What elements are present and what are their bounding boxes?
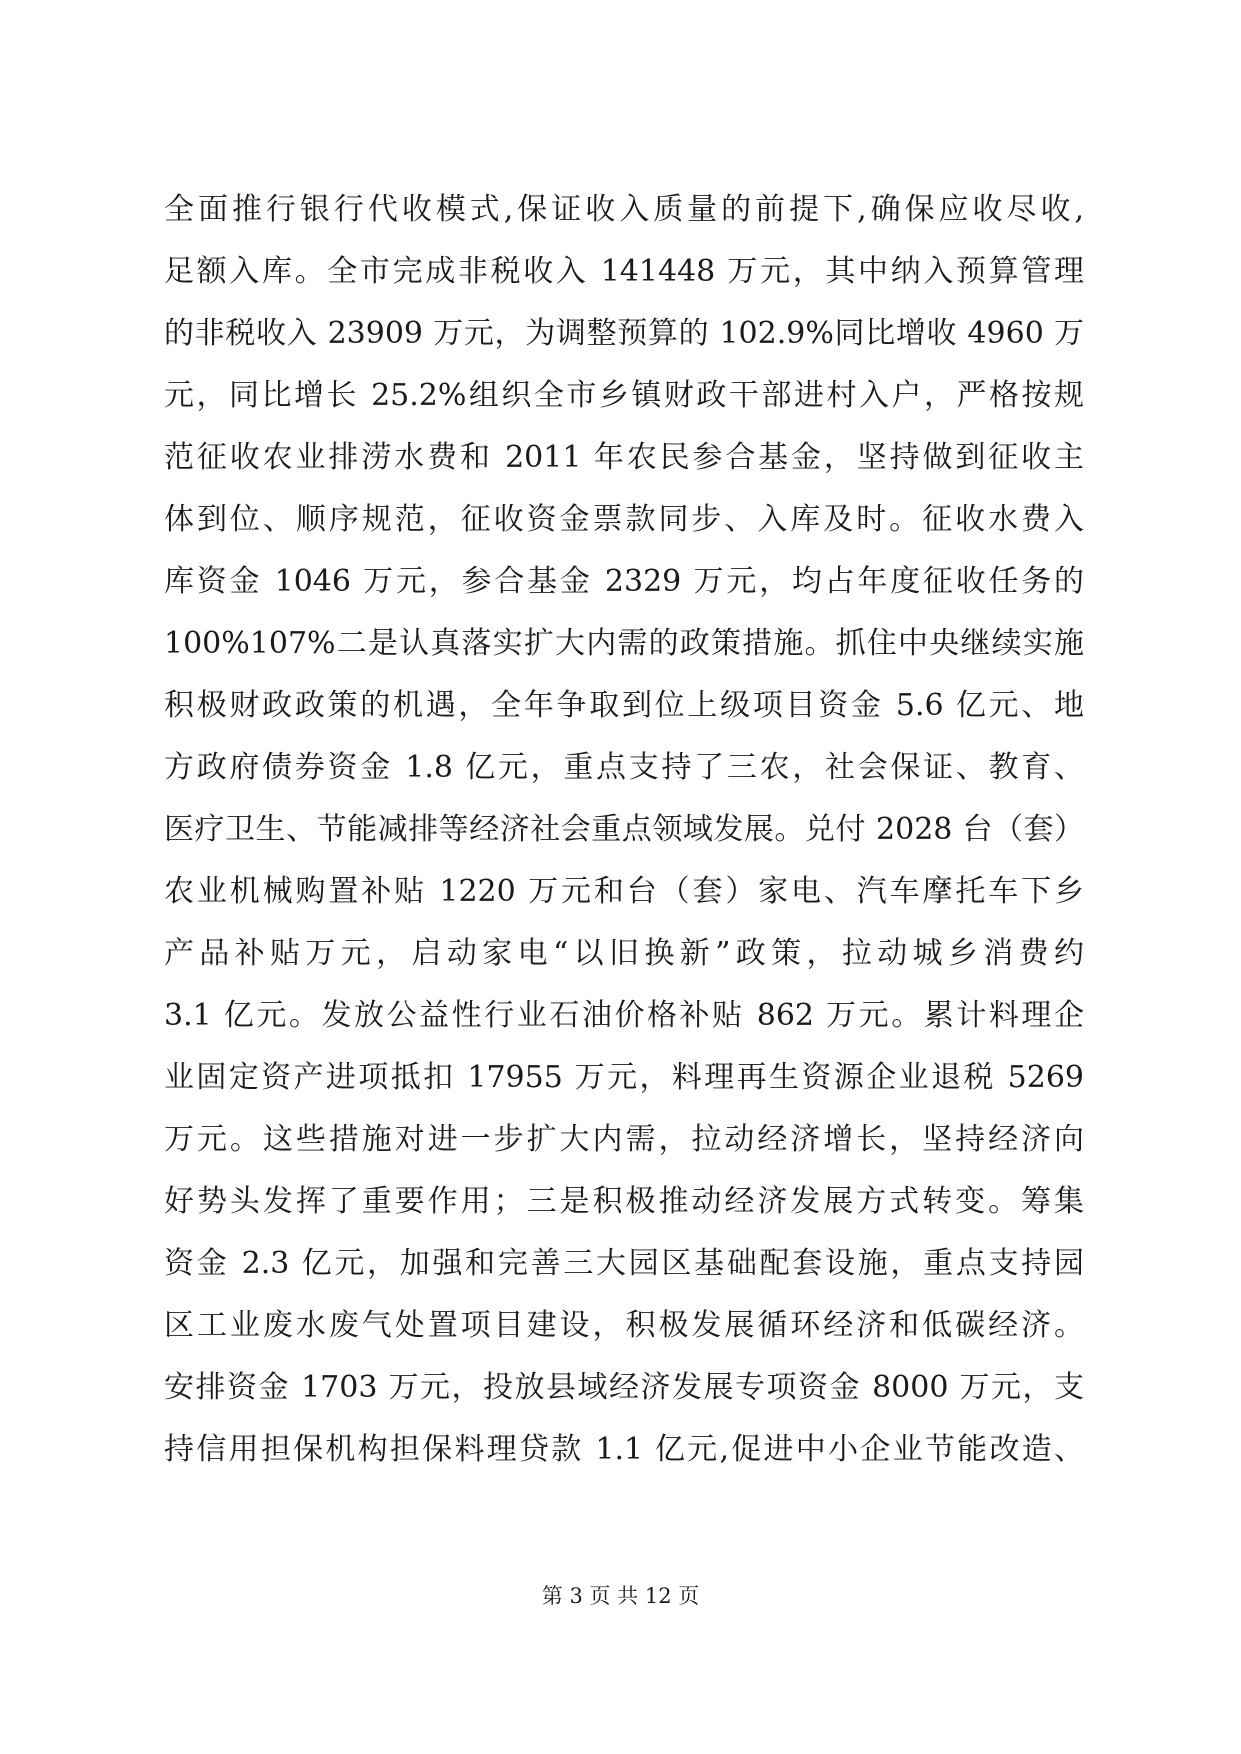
text-line: 积极财政政策的机遇，全年争取到位上级项目资金 5.6 亿元、地 [164,688,1084,723]
text-line: 农业机械购置补贴 1220 万元和台（套）家电、汽车摩托车下乡 [164,874,1084,909]
text-line: 全面推行银行代收模式,保证收入质量的前提下,确保应收尽收, [164,192,1084,227]
text-line: 3.1 亿元。发放公益性行业石油价格补贴 862 万元。累计料理企 [164,998,1084,1033]
text-line: 万元。这些措施对进一步扩大内需，拉动经济增长，坚持经济向 [164,1122,1084,1157]
text-line: 的非税收入 23909 万元，为调整预算的 102.9%同比增收 4960 万 [164,316,1084,351]
text-line: 区工业废水废气处置项目建设，积极发展循环经济和低碳经济。 [164,1308,1084,1343]
text-line: 安排资金 1703 万元，投放县域经济发展专项资金 8000 万元，支 [164,1370,1084,1405]
text-line: 100%107%二是认真落实扩大内需的政策措施。抓住中央继续实施 [164,626,1084,661]
text-line: 元，同比增长 25.2%组织全市乡镇财政干部进村入户，严格按规 [164,378,1084,413]
body-text [164,179,1084,1481]
text-line: 范征收农业排涝水费和 2011 年农民参合基金，坚持做到征收主 [164,440,1084,475]
page-number-footer: 第 3 页 共 12 页 [541,1584,700,1608]
text-line: 库资金 1046 万元，参合基金 2329 万元，均占年度征收任务的 [164,564,1084,599]
text-line: 方政府债券资金 1.8 亿元，重点支持了三农，社会保证、教育、 [164,750,1084,785]
text-line: 持信用担保机构担保料理贷款 1.1 亿元,促进中小企业节能改造、 [164,1432,1084,1467]
text-line: 好势头发挥了重要作用；三是积极推动经济发展方式转变。筹集 [164,1184,1084,1219]
text-line: 产品补贴万元，启动家电“以旧换新”政策，拉动城乡消费约 [164,936,1084,971]
text-line: 足额入库。全市完成非税收入 141448 万元，其中纳入预算管理 [164,254,1084,289]
text-line: 医疗卫生、节能减排等经济社会重点领域发展。兑付 2028 台（套） [164,812,1084,847]
text-line: 资金 2.3 亿元，加强和完善三大园区基础配套设施，重点支持园 [164,1246,1084,1281]
text-line: 体到位、顺序规范，征收资金票款同步、入库及时。征收水费入 [164,502,1084,537]
text-line: 业固定资产进项抵扣 17955 万元，料理再生资源企业退税 5269 [164,1060,1084,1095]
